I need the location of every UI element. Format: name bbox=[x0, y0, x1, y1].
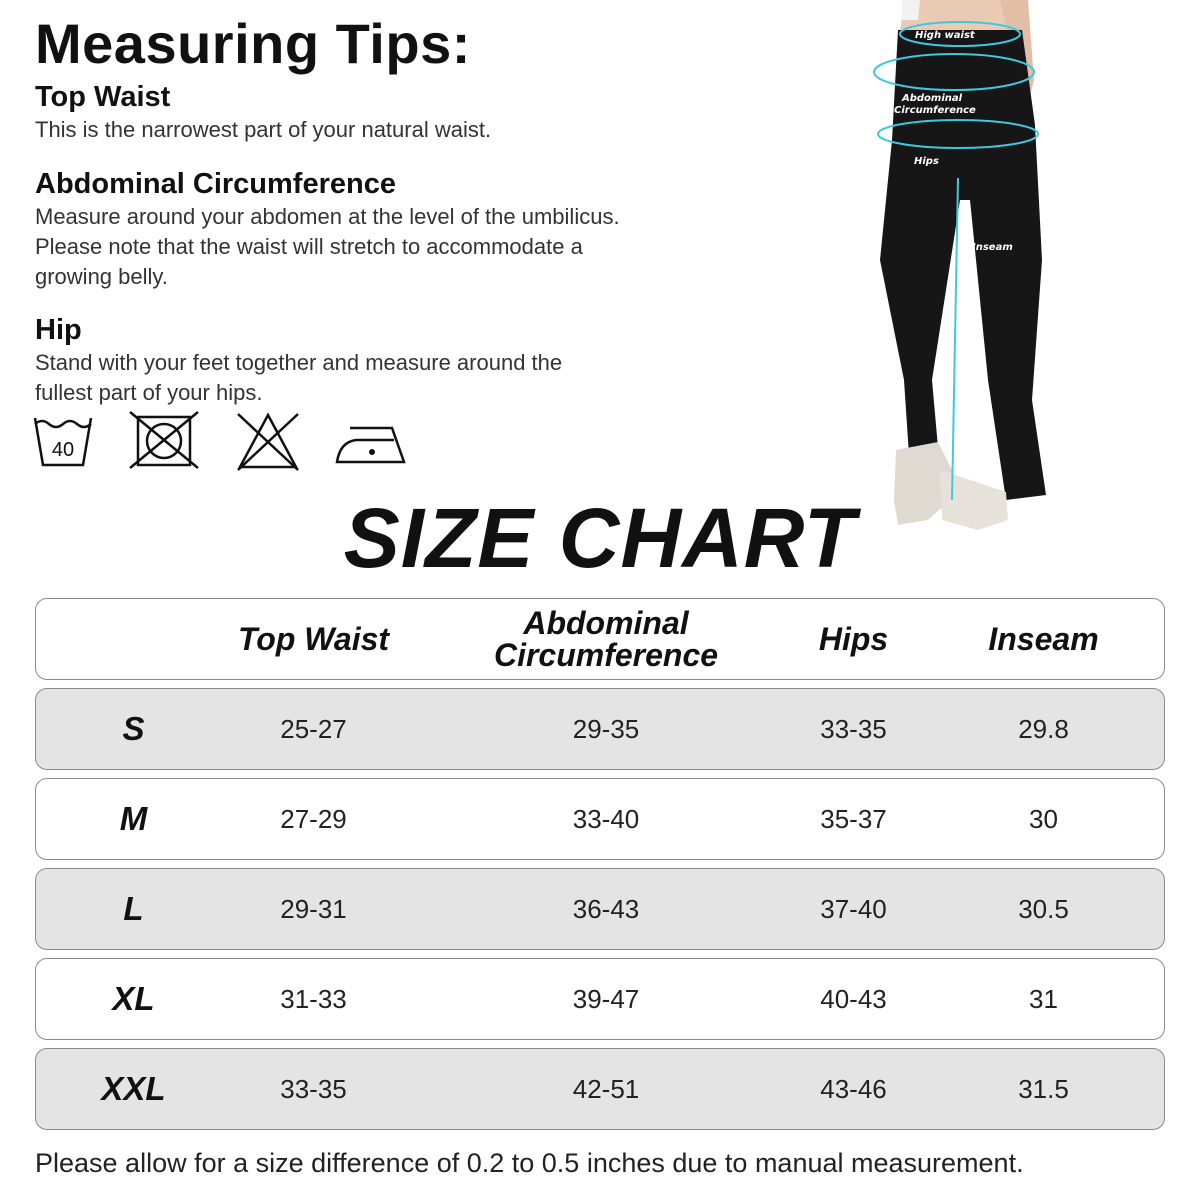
top-waist-value: 27-29 bbox=[280, 803, 347, 834]
abdominal-value: 33-40 bbox=[572, 803, 640, 834]
size-chart-title: SIZE CHART bbox=[343, 491, 857, 585]
wash-temp-label: 40 bbox=[51, 439, 75, 461]
hip-description bbox=[35, 348, 675, 408]
header-hips: Hips bbox=[818, 621, 889, 657]
inseam-value: 30 bbox=[1029, 803, 1058, 834]
inseam-value: 30.5 bbox=[1018, 893, 1069, 924]
top-waist-line: This is the narrowest part of your natural waist. bbox=[35, 117, 492, 142]
top-waist-heading: Top Waist bbox=[35, 81, 171, 113]
top-waist-value: 33-35 bbox=[280, 1073, 347, 1104]
inseam-value: 31.5 bbox=[1018, 1073, 1069, 1104]
machine-wash-40-icon bbox=[32, 410, 94, 470]
abdominal-value: 36-43 bbox=[572, 893, 640, 924]
size-label: XXL bbox=[101, 1070, 166, 1107]
hips-label: Hips bbox=[914, 156, 939, 167]
high-waist-label: High waist bbox=[915, 30, 975, 41]
inseam-label: Inseam bbox=[972, 242, 1013, 253]
hip-line: fullest part of your hips. bbox=[35, 380, 263, 405]
hip-line: Stand with your feet together and measure around the bbox=[35, 350, 563, 375]
hips-value: 43-46 bbox=[820, 1073, 887, 1104]
measuring-tips-title: Measuring Tips: bbox=[35, 12, 471, 75]
iron-low-heat-icon bbox=[334, 410, 408, 468]
abdominal-line: growing belly. bbox=[35, 264, 168, 289]
size-label: XL bbox=[112, 980, 155, 1017]
size-table-header bbox=[35, 598, 1165, 680]
hips-value: 33-35 bbox=[820, 713, 887, 744]
abdominal-label: Circumference bbox=[894, 105, 976, 116]
abdominal-value: 42-51 bbox=[572, 1073, 640, 1104]
header-top-waist: Top Waist bbox=[237, 621, 390, 657]
header-inseam: Inseam bbox=[988, 621, 1099, 657]
model-figure bbox=[810, 0, 1060, 540]
abdominal-description bbox=[35, 202, 675, 292]
hips-value: 35-37 bbox=[820, 803, 887, 834]
table-row bbox=[35, 1048, 1165, 1130]
top-waist-value: 31-33 bbox=[280, 983, 347, 1014]
header-abdominal-line: Abdominal bbox=[523, 605, 689, 641]
inseam-value: 29.8 bbox=[1018, 713, 1069, 744]
abdominal-heading: Abdominal Circumference bbox=[35, 168, 396, 200]
size-label: M bbox=[119, 800, 148, 837]
table-row bbox=[35, 778, 1165, 860]
measurement-disclaimer: Please allow for a size difference of 0.2 to 0.5 inches due to manual measurement. bbox=[35, 1148, 1024, 1178]
table-row bbox=[35, 688, 1165, 770]
abdominal-value: 29-35 bbox=[572, 713, 640, 744]
top-waist-description bbox=[35, 115, 675, 145]
top-waist-value: 25-27 bbox=[280, 713, 347, 744]
hip-heading: Hip bbox=[35, 314, 82, 346]
abdominal-label: Abdominal bbox=[902, 93, 963, 104]
header-abdominal-line: Circumference bbox=[493, 637, 719, 673]
hips-value: 37-40 bbox=[820, 893, 887, 924]
abdominal-line: Please note that the waist will stretch to accommodate a bbox=[35, 234, 583, 259]
hips-value: 40-43 bbox=[820, 983, 887, 1014]
header-abdominal-circumference bbox=[456, 599, 756, 679]
abdominal-value: 39-47 bbox=[572, 983, 640, 1014]
size-label: S bbox=[122, 710, 145, 747]
abdominal-line: Measure around your abdomen at the level of the umbilicus. bbox=[35, 204, 620, 229]
do-not-bleach-icon bbox=[234, 410, 302, 472]
size-label: L bbox=[123, 890, 144, 927]
table-row bbox=[35, 868, 1165, 950]
do-not-tumble-dry-icon bbox=[128, 410, 200, 470]
table-row bbox=[35, 958, 1165, 1040]
inseam-value: 31 bbox=[1029, 983, 1058, 1014]
top-waist-value: 29-31 bbox=[280, 893, 347, 924]
